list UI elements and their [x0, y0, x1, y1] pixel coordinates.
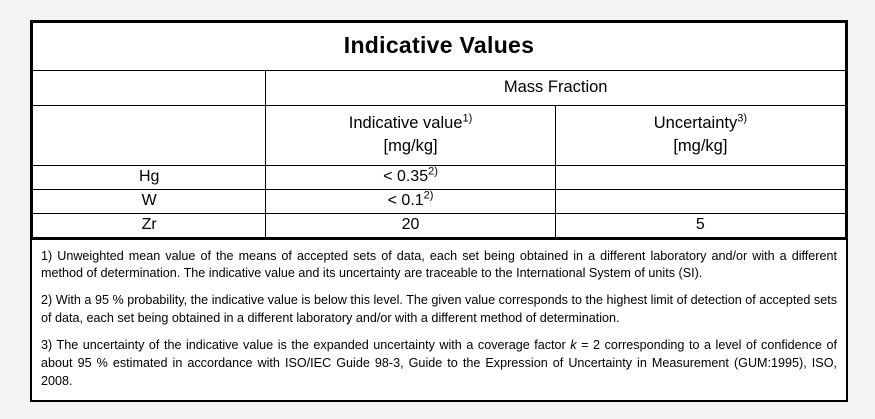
row-value-w-marker: 2) [423, 189, 434, 202]
row-value-zr [266, 213, 555, 237]
page-title: Indicative Values [33, 23, 846, 71]
column-header-indicative-value-marker: 1) [462, 112, 473, 125]
column-header-indicative-value-unit: [mg/kg] [383, 136, 438, 155]
row-value-hg-marker: 2) [428, 165, 438, 178]
footnote-2: 2) With a 95 % probability, the indicative value is below this level. The given value corresponds to the highest limit of detection of accepted sets of data, each set being obtained in a different laboratory and/or with a different method of determination. [41, 293, 837, 326]
row-value-hg-text: < 0.35 [383, 167, 429, 185]
column-header-uncertainty-marker: 3) [737, 112, 747, 125]
row-value-w [266, 189, 555, 213]
footnote-3: 3) The uncertainty of the indicative value is the expanded uncertainty with a coverage factor k = 2 corresponding to a level of confidence of about 95 % estimated in accordance with ISO/IEC Guide 98-3, Guide to the Expression of Uncertainty in Measurement (GUM:1995), ISO, 2008. [41, 338, 837, 388]
indicative-values-table [32, 22, 846, 238]
row-uncertainty-zr: 5 [555, 213, 845, 237]
row-value-hg [266, 165, 555, 189]
table-row [33, 165, 846, 189]
column-header-uncertainty [555, 106, 845, 166]
row-uncertainty-hg [555, 165, 845, 189]
group-header-mass-fraction: Mass Fraction [266, 71, 846, 106]
row-analyte-zr: Zr [33, 213, 266, 237]
footnote-1: 1) Unweighted mean value of the means of accepted sets of data, each set being obtained in a different laboratory and/or with a different method of determination. The indicative value and its uncertainty are traceable to the International System of units (SI). [41, 248, 837, 281]
table-row [33, 189, 846, 213]
empty-corner-cell [33, 71, 266, 106]
row-value-w-text: < 0.1 [387, 191, 424, 209]
table-footnotes [32, 238, 846, 400]
row-analyte-hg: Hg [33, 165, 266, 189]
column-header-row [33, 106, 846, 166]
column-header-indicative-value-label: Indicative value [348, 114, 463, 132]
table-row [33, 213, 846, 237]
row-value-zr-text: 20 [401, 215, 420, 233]
indicative-values-table-container [30, 20, 848, 402]
table-title-row [33, 23, 846, 71]
column-header-uncertainty-label: Uncertainty [653, 114, 738, 132]
column-header-uncertainty-unit: [mg/kg] [673, 136, 728, 155]
group-header-row [33, 71, 846, 106]
column-header-indicative-value [266, 106, 555, 166]
row-analyte-w: W [33, 189, 266, 213]
empty-corner-cell-2 [33, 106, 266, 166]
row-uncertainty-w [555, 189, 845, 213]
